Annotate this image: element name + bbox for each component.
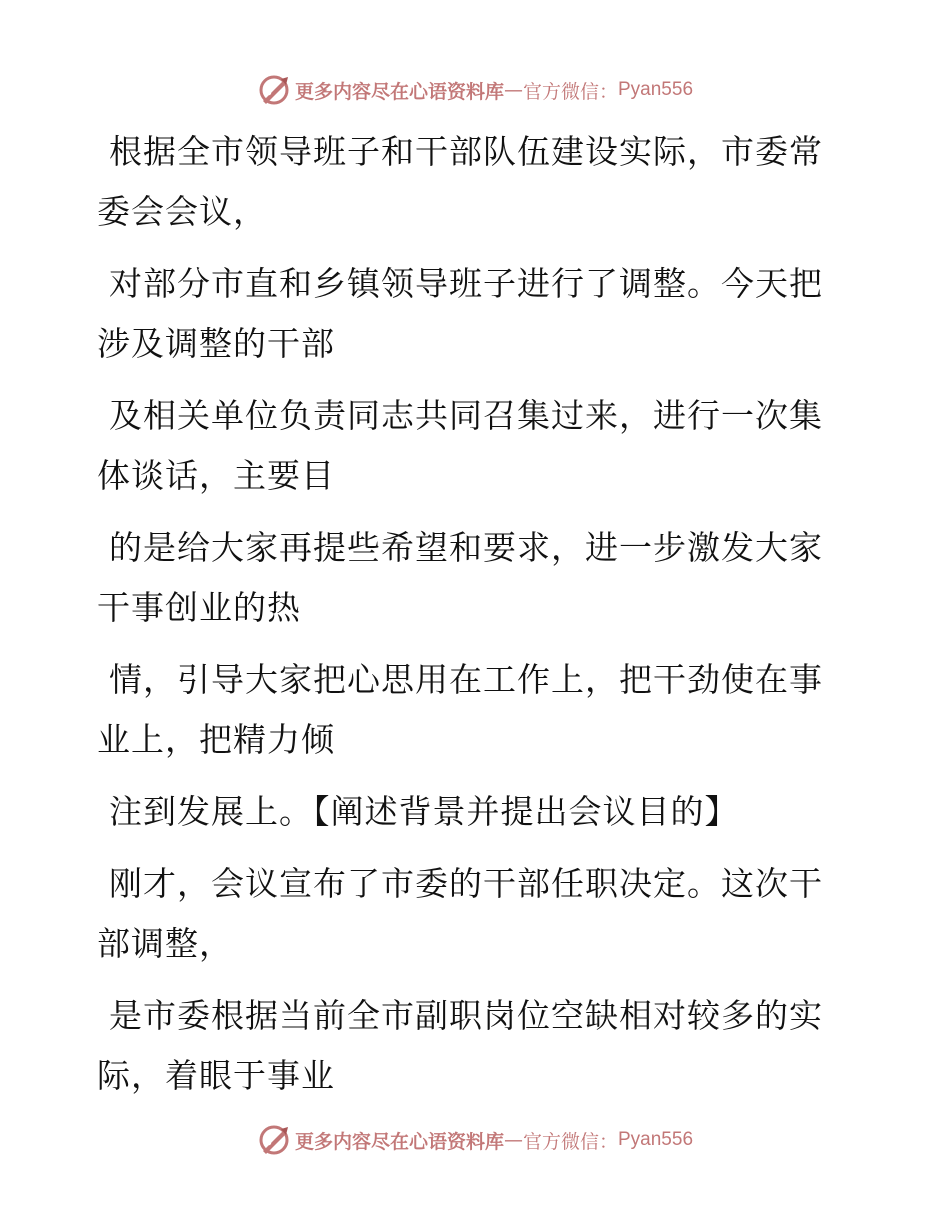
banner-slogan: 更多内容尽在心语资料库 xyxy=(294,1130,504,1153)
banner-wechat-id: Pyan556 xyxy=(618,1129,694,1150)
paragraph-line: 体谈话，主要目 xyxy=(97,456,335,495)
banner-wechat-id: Pyan556 xyxy=(618,79,694,100)
paragraph-4 xyxy=(97,518,832,638)
paragraph-line: 注到发展上。【阐述背景并提出会议目的】 xyxy=(109,792,739,831)
header-banner xyxy=(0,70,950,110)
document-body xyxy=(97,122,832,1118)
paragraph-line: 际，着眼于事业 xyxy=(97,1056,335,1095)
paragraph-line: 的是给大家再提些希望和要求，进一步激发大家 xyxy=(109,528,823,567)
paragraph-8 xyxy=(97,986,832,1106)
paragraph-line: 委会会议， xyxy=(97,192,267,231)
paragraph-line: 及相关单位负责同志共同召集过来，进行一次集 xyxy=(109,396,823,435)
paragraph-3 xyxy=(97,386,832,506)
banner-slogan: 更多内容尽在心语资料库 xyxy=(294,80,504,103)
paragraph-line: 刚才，会议宣布了市委的干部任职决定。这次干 xyxy=(109,864,823,903)
paragraph-2 xyxy=(97,254,832,374)
banner-wechat-label: 官方微信： xyxy=(522,1130,618,1153)
banner-dash: — xyxy=(503,1129,523,1151)
footer-banner xyxy=(0,1120,950,1160)
paragraph-line: 对部分市直和乡镇领导班子进行了调整。今天把 xyxy=(109,264,823,303)
banner-wechat-label: 官方微信： xyxy=(522,80,618,103)
paragraph-line: 业上，把精力倾 xyxy=(97,720,335,759)
paragraph-line: 涉及调整的干部 xyxy=(97,324,335,363)
paragraph-line: 根据全市领导班子和干部队伍建设实际，市委常 xyxy=(109,132,823,171)
paragraph-5 xyxy=(97,650,832,770)
paragraph-line: 干事创业的热 xyxy=(97,588,301,627)
quill-logo-icon xyxy=(257,73,291,107)
paragraph-6 xyxy=(97,782,832,842)
paragraph-1 xyxy=(97,122,832,242)
paragraph-line: 是市委根据当前全市副职岗位空缺相对较多的实 xyxy=(109,996,823,1035)
banner-dash: — xyxy=(503,79,523,101)
quill-logo-icon xyxy=(257,1123,291,1157)
paragraph-line: 情，引导大家把心思用在工作上，把干劲使在事 xyxy=(109,660,823,699)
paragraph-7 xyxy=(97,854,832,974)
paragraph-line: 部调整， xyxy=(97,924,233,963)
